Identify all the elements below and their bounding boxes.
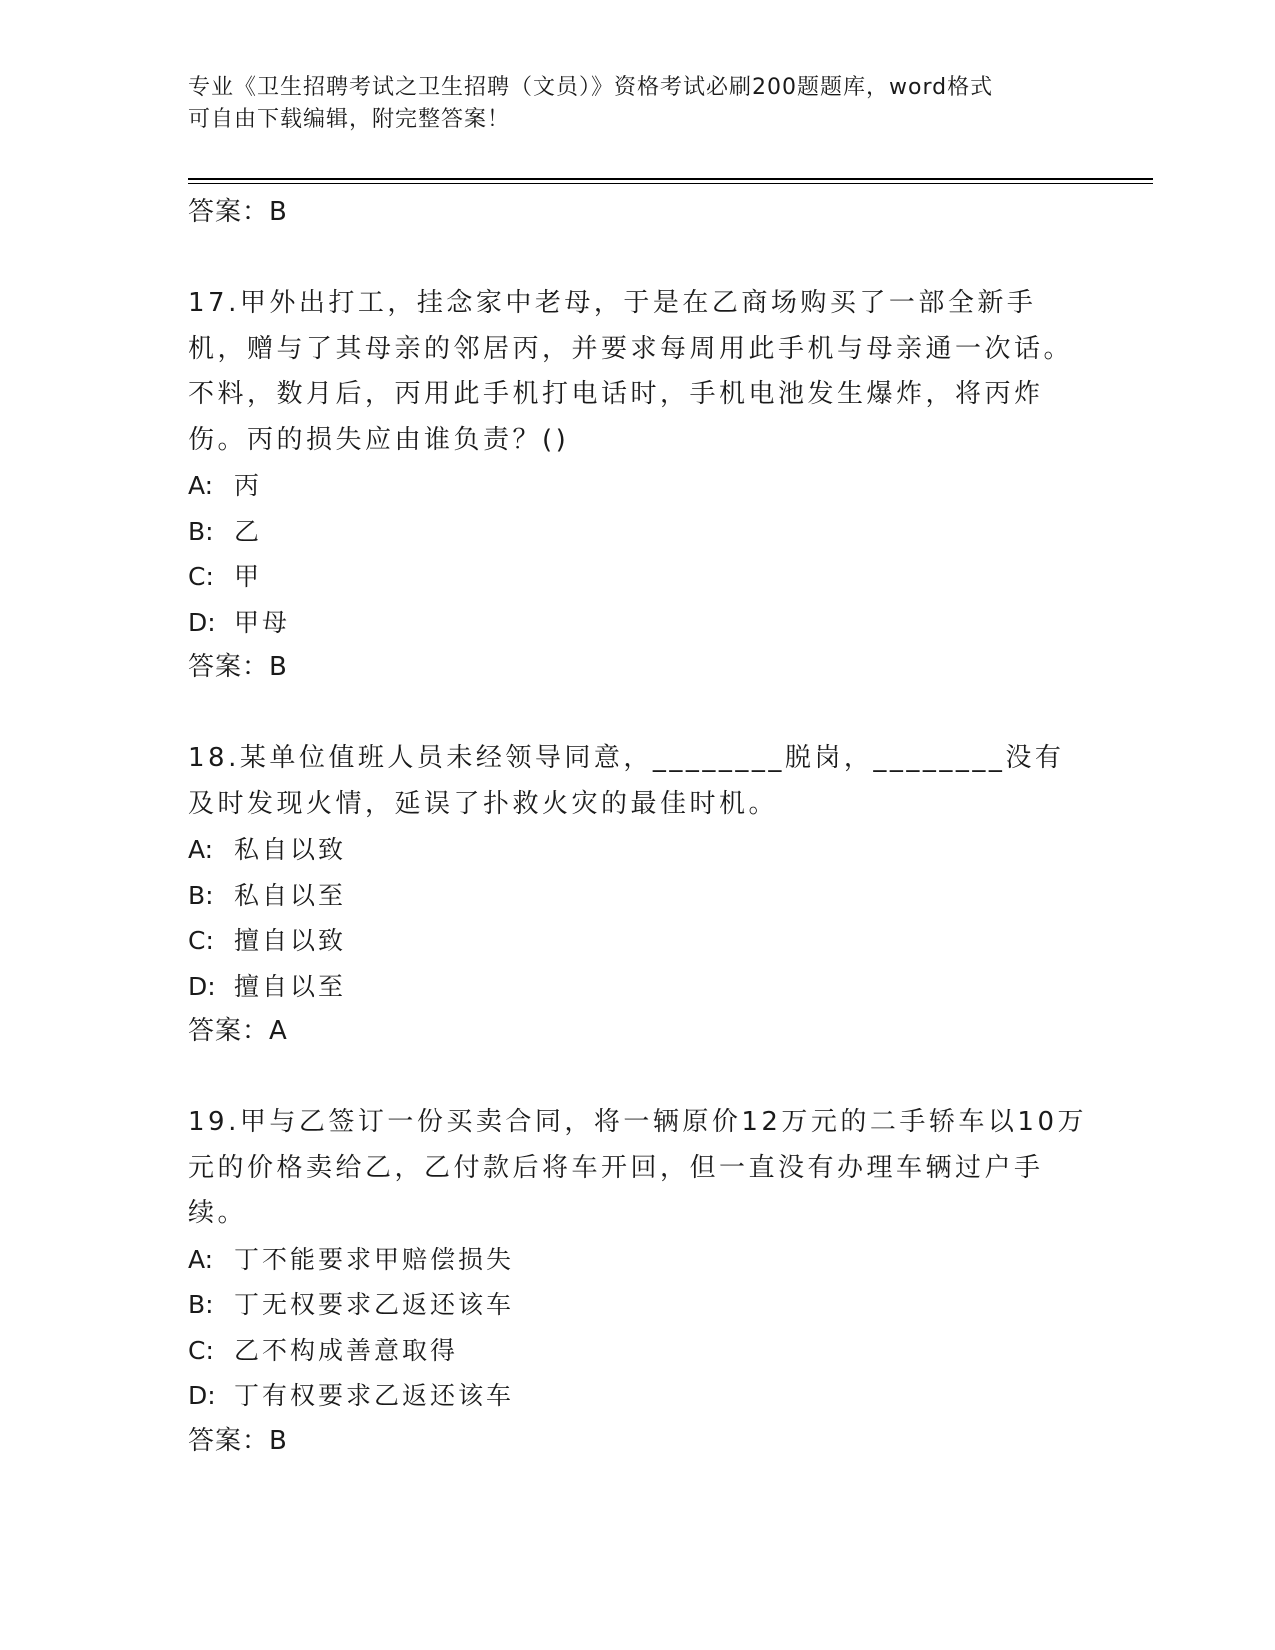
header-rule-thin (188, 183, 1153, 184)
option-b (188, 509, 1088, 555)
question-stem: 17.甲外出打工，挂念家中老母，于是在乙商场购买了一部全新手机，赠与了其母亲的邻居丙，并要求每周用此手机与母亲通一次话。不料，数月后，丙用此手机打电话时，手机电池发生爆炸，将丙炸伤。丙的损失应由谁负责？() (188, 288, 1074, 455)
option-a (188, 827, 1088, 873)
question-19 (188, 1100, 1088, 1463)
option-d (188, 1373, 1088, 1419)
option-d (188, 964, 1088, 1010)
option-text: 私自以致 (234, 835, 347, 864)
option-b (188, 873, 1088, 919)
answer: 答案：A (188, 1016, 288, 1046)
previous-answer: 答案：B (188, 197, 288, 227)
option-text: 丁有权要求乙返还该车 (234, 1381, 515, 1410)
question-17 (188, 281, 1088, 689)
question-stem: 19.甲与乙签订一份买卖合同，将一辆原价12万元的二手轿车以10万元的价格卖给乙，乙付款后将车开回，但一直没有办理车辆过户手续。 (188, 1107, 1088, 1228)
option-text: 甲 (234, 562, 263, 591)
option-key: A: (188, 1244, 214, 1274)
option-text: 私自以至 (234, 880, 347, 910)
document-header (188, 72, 1068, 136)
option-key: B: (188, 1290, 214, 1319)
option-text: 擅自以至 (234, 971, 347, 1001)
option-key: A: (188, 471, 214, 500)
answer: 答案：B (188, 652, 288, 682)
question-stem: 18.某单位值班人员未经领导同意，________脱岗，________没有及时发现火情，延误了扑救火灾的最佳时机。 (188, 743, 1065, 819)
option-key: B: (188, 880, 214, 910)
option-key: B: (188, 516, 214, 546)
option-c (188, 918, 1088, 964)
question-18 (188, 736, 1088, 1053)
question-list (188, 190, 1088, 1463)
option-c (188, 554, 1088, 600)
option-c (188, 1328, 1088, 1374)
option-text: 乙 (234, 516, 263, 546)
header-line-1: 专业《卫生招聘考试之卫生招聘（文员）》资格考试必刷200题题库，word格式 (188, 75, 994, 100)
option-key: A: (188, 835, 214, 864)
option-key: D: (188, 1381, 216, 1410)
option-text: 丁无权要求乙返还该车 (234, 1290, 515, 1319)
header-rule-thick (188, 178, 1153, 180)
option-text: 丙 (234, 471, 263, 500)
option-text: 甲母 (234, 607, 291, 637)
option-key: D: (188, 607, 216, 637)
option-b (188, 1282, 1088, 1328)
option-a (188, 1237, 1088, 1283)
option-text: 擅自以致 (234, 926, 347, 955)
option-a (188, 463, 1088, 509)
option-key: C: (188, 1335, 214, 1365)
option-key: C: (188, 926, 214, 955)
option-text: 乙不构成善意取得 (234, 1335, 459, 1365)
answer: 答案：B (188, 1425, 288, 1456)
option-d (188, 600, 1088, 646)
option-text: 丁不能要求甲赔偿损失 (234, 1244, 515, 1274)
option-key: C: (188, 562, 214, 591)
header-line-2: 可自由下载编辑，附完整答案！ (188, 107, 511, 132)
option-key: D: (188, 971, 216, 1001)
